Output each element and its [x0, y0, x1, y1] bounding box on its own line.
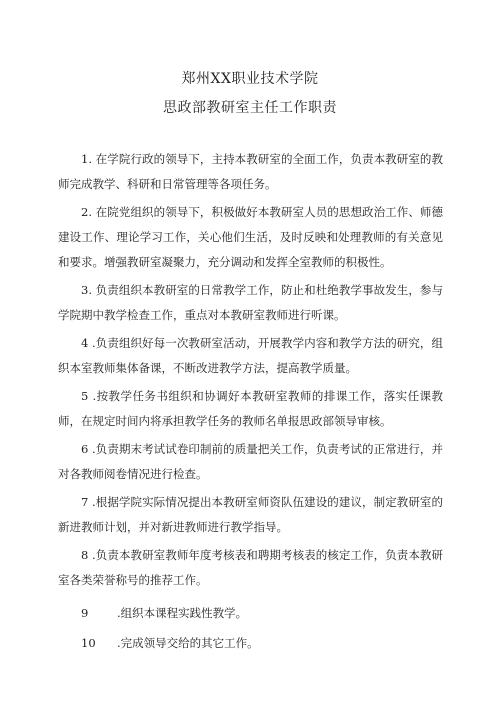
duty-item [58, 278, 443, 328]
duty-number: 8 [81, 548, 89, 562]
duty-text: .按教学任务书组织和协调好本教研室教师的排课工作，落实任课教师，在规定时间内将承担教学任务的教师名单报思政部领导审核。 [58, 389, 443, 428]
duty-item [58, 331, 443, 381]
duty-number: 7 [81, 495, 89, 509]
duty-number: 2 [81, 205, 89, 219]
duty-text: .完成领导交给的其它工作。 [117, 636, 259, 650]
duty-item [58, 543, 443, 593]
duty-text: .根据学院实际情况提出本教研室师资队伍建设的建议，制定教研室的新进教师计划，并对新进教师进行教学指导。 [58, 495, 443, 534]
duty-text: .负责本教研室教师年度考核表和聘期考核表的核定工作，负责本教研室各类荣誉称号的推荐工作。 [58, 548, 443, 587]
duty-text: .负责组织好每一次教研室活动，开展教学内容和教学方法的研究，组织本室教师集体备课，不断改进教学方法，提高教学质量。 [58, 336, 443, 375]
duty-number: 4 [81, 336, 89, 350]
duty-text: . 负责组织本教研室的日常教学工作，防止和杜绝教学事故发生，参与学院期中教学检查工作，重点对本教研室教师进行听课。 [58, 283, 443, 322]
document-title: 思政部教研室主任工作职责 [163, 100, 337, 116]
duty-number: 5 [81, 389, 89, 403]
duty-text: .负责期末考试试卷印制前的质量把关工作，负责考试的正常进行，并对各教师阅卷情况进行检查。 [58, 442, 443, 481]
duty-item-10 [81, 635, 259, 651]
duty-text: .组织本课程实践性教学。 [117, 606, 248, 620]
duty-text: . 在学院行政的领导下，主持本教研室的全面工作，负责本教研室的教师完成教学、科研和日常管理等各项任务。 [58, 152, 443, 191]
duty-number: 3 [81, 283, 89, 297]
duty-number: 1 [81, 152, 89, 166]
duty-number: 10 [81, 636, 96, 650]
duties-list [58, 147, 443, 596]
duty-number: 9 [81, 606, 89, 620]
duty-item [58, 384, 443, 434]
school-name: 郑州XX职业技术学院 [181, 71, 319, 87]
duty-item [58, 147, 443, 197]
duty-item [58, 437, 443, 487]
duty-item [58, 490, 443, 540]
duty-number: 6 [81, 442, 89, 456]
duty-text: . 在院党组织的领导下，积极做好本教研室人员的思想政治工作、师德建设工作、理论学习工作，关心他们生活，及时反映和处理教师的有关意见和要求。增强教研室凝聚力，充分调动和发挥全室教师的积极性。 [58, 205, 443, 269]
duty-item-9 [81, 605, 247, 621]
duty-item [58, 200, 443, 275]
